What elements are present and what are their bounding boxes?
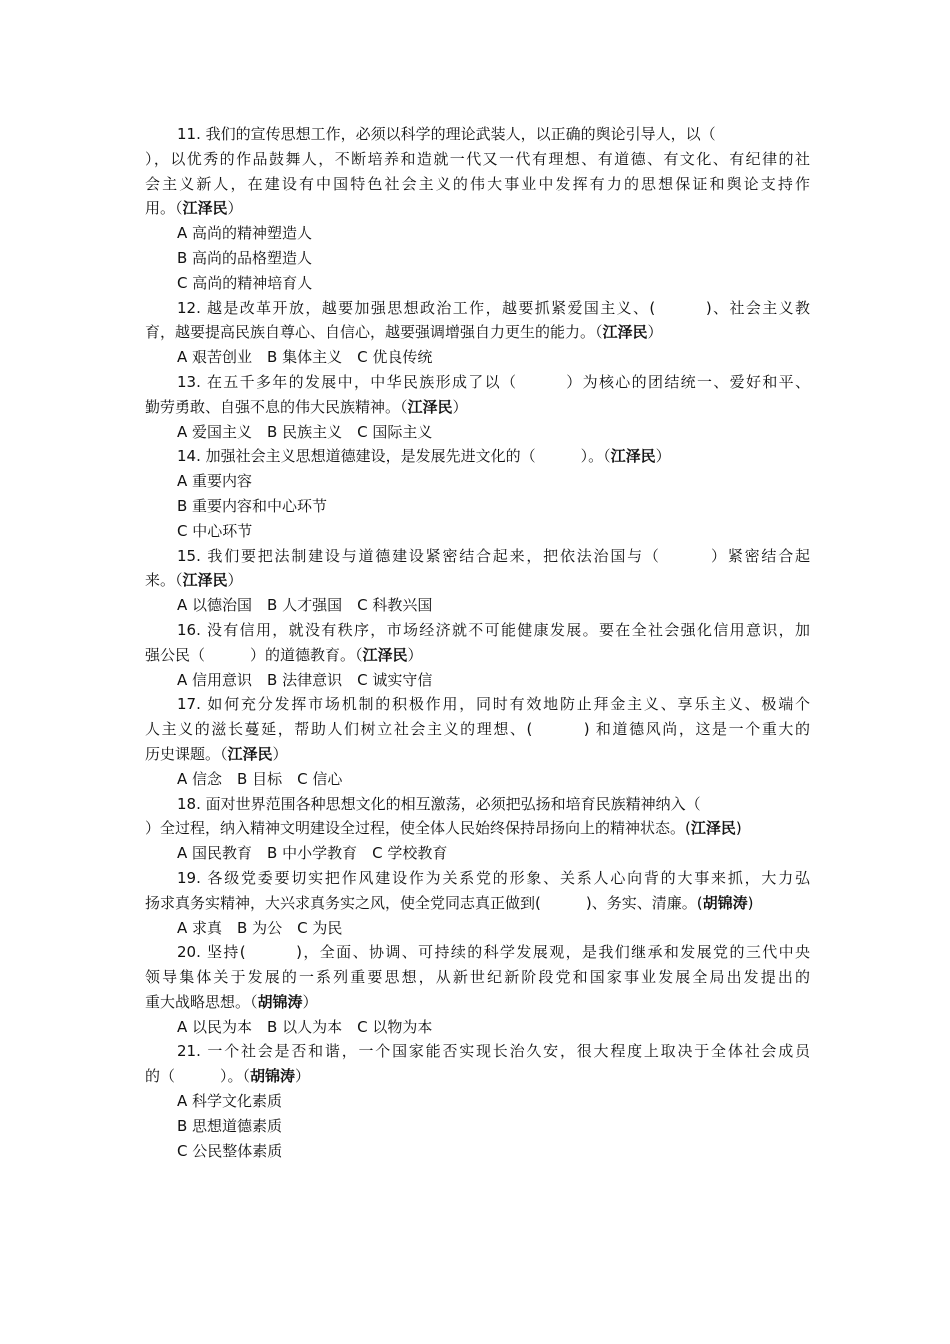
answer-option: C 高尚的精神培育人 xyxy=(177,273,313,292)
question-text-line: 会主义新人，在建设有中国特色社会主义的伟大事业中发挥有力的思想保证和舆论支持作 xyxy=(145,174,810,193)
answer-option: B 思想道德素质 xyxy=(177,1116,283,1135)
source-attribution: 江泽民 xyxy=(690,819,736,838)
question-18 xyxy=(145,792,810,866)
question-17 xyxy=(145,692,810,791)
source-close: ） xyxy=(302,992,318,1011)
answer-options: A 以德治国 B 人才强国 C 科教兴国 xyxy=(177,596,433,615)
question-text-line: 17. 如何充分发挥市场机制的积极作用，同时有效地防止拜金主义、享乐主义、极端个 xyxy=(177,695,810,714)
question-text-line: 18. 面对世界范围各种思想文化的相互激荡，必须把弘扬和培育民族精神纳入（ xyxy=(177,794,701,813)
source-attribution: 胡锦涛 xyxy=(257,992,303,1011)
question-text-line: 12. 越是改革开放，越要加强思想政治工作，越要抓紧爱国主义、( )、社会主义教 xyxy=(177,298,810,317)
source-close: ） xyxy=(647,323,663,342)
source-attribution: 江泽民 xyxy=(407,397,453,416)
answer-option: B 高尚的品格塑造人 xyxy=(177,248,313,267)
question-12 xyxy=(145,296,810,370)
question-text-line: 勤劳勇敢、自强不息的伟大民族精神。（ xyxy=(145,397,408,416)
question-text-line: 20. 坚持( )，全面、协调、可持续的科学发展观，是我们继承和发展党的三代中央 xyxy=(177,943,810,962)
answer-options: A 信念 B 目标 C 信心 xyxy=(177,769,343,788)
source-close: ） xyxy=(407,645,423,664)
question-13 xyxy=(145,370,810,444)
answer-option: A 科学文化素质 xyxy=(177,1092,283,1111)
answer-option: C 中心环节 xyxy=(177,521,253,540)
source-close: ） xyxy=(227,199,243,218)
question-text-line: 13. 在五千多年的发展中，中华民族形成了以（ ）为核心的团结统一、爱好和平、 xyxy=(177,372,810,391)
question-text-line: 人主义的滋长蔓延，帮助人们树立社会主义的理想、( ) 和道德风尚，这是一个重大的 xyxy=(145,720,810,739)
source-close: ) xyxy=(735,819,742,838)
source-attribution: 江泽民 xyxy=(227,744,273,763)
answer-options: A 信用意识 B 法律意识 C 诚实守信 xyxy=(177,670,433,689)
question-15 xyxy=(145,544,810,618)
answer-option: B 重要内容和中心环节 xyxy=(177,496,328,515)
source-close: ） xyxy=(272,744,288,763)
question-text-line: 11. 我们的宣传思想工作，必须以科学的理论武装人，以正确的舆论引导人，以（ xyxy=(177,125,716,143)
question-text-line: 用。（ xyxy=(145,199,183,218)
question-text-line: 历史课题。（ xyxy=(145,744,228,763)
source-attribution: 胡锦涛 xyxy=(702,893,748,912)
document-page xyxy=(145,122,810,1163)
question-14 xyxy=(145,444,810,543)
question-text-line: 重大战略思想。（ xyxy=(145,992,258,1011)
question-text-line: 15. 我们要把法制建设与道德建设紧密结合起来，把依法治国与（ ）紧密结合起 xyxy=(177,546,810,565)
source-attribution: 江泽民 xyxy=(610,447,656,466)
source-attribution: 胡锦涛 xyxy=(250,1067,296,1086)
question-16 xyxy=(145,618,810,692)
question-text-line: 14. 加强社会主义思想道德建设，是发展先进文化的（ ）。（ xyxy=(177,447,611,466)
source-close: ） xyxy=(295,1067,311,1086)
answer-option: A 高尚的精神塑造人 xyxy=(177,224,313,243)
question-text-line: 的（ ）。（ xyxy=(145,1067,251,1086)
question-20 xyxy=(145,940,810,1039)
source-close: ） xyxy=(452,397,468,416)
question-11 xyxy=(145,122,810,296)
question-19 xyxy=(145,866,810,940)
answer-options: A 爱国主义 B 民族主义 C 国际主义 xyxy=(177,422,433,441)
question-text-line: 领导集体关于发展的一系列重要思想，从新世纪新阶段党和国家事业发展全局出发提出的 xyxy=(145,968,810,987)
question-text-line: 16. 没有信用，就没有秩序，市场经济就不可能健康发展。要在全社会强化信用意识，加 xyxy=(177,620,810,639)
question-text-line: ）全过程，纳入精神文明建设全过程，使全体人民始终保持昂扬向上的精神状态。( xyxy=(145,819,691,838)
source-attribution: 江泽民 xyxy=(362,645,408,664)
source-close: ） xyxy=(655,447,671,466)
question-text-line: ），以优秀的作品鼓舞人，不断培养和造就一代又一代有理想、有道德、有文化、有纪律的社 xyxy=(145,149,810,168)
question-text-line: 21. 一个社会是否和谐，一个国家能否实现长治久安，很大程度上取决于全体社会成员 xyxy=(177,1042,810,1061)
source-close: ） xyxy=(227,571,243,590)
source-close: ) xyxy=(747,893,754,912)
answer-option: A 重要内容 xyxy=(177,472,253,491)
answer-options: A 艰苦创业 B 集体主义 C 优良传统 xyxy=(177,348,433,367)
source-attribution: 江泽民 xyxy=(602,323,648,342)
answer-options: A 以民为本 B 以人为本 C 以物为本 xyxy=(177,1017,433,1036)
question-text-line: 强公民（ ）的道德教育。（ xyxy=(145,645,363,664)
question-21 xyxy=(145,1039,810,1163)
answer-option: C 公民整体素质 xyxy=(177,1141,283,1160)
question-text-line: 19. 各级党委要切实把作风建设作为关系党的形象、关系人心向背的大事来抓，大力弘 xyxy=(177,868,810,887)
answer-options: A 国民教育 B 中小学教育 C 学校教育 xyxy=(177,844,448,863)
question-text-line: 扬求真务实精神，大兴求真务实之风，使全党同志真正做到( )、务实、清廉。( xyxy=(145,893,703,912)
question-text-line: 育，越要提高民族自尊心、自信心，越要强调增强自力更生的能力。（ xyxy=(145,323,603,342)
question-text-line: 来。（ xyxy=(145,571,183,590)
answer-options: A 求真 B 为公 C 为民 xyxy=(177,918,343,937)
source-attribution: 江泽民 xyxy=(182,199,228,218)
source-attribution: 江泽民 xyxy=(182,571,228,590)
